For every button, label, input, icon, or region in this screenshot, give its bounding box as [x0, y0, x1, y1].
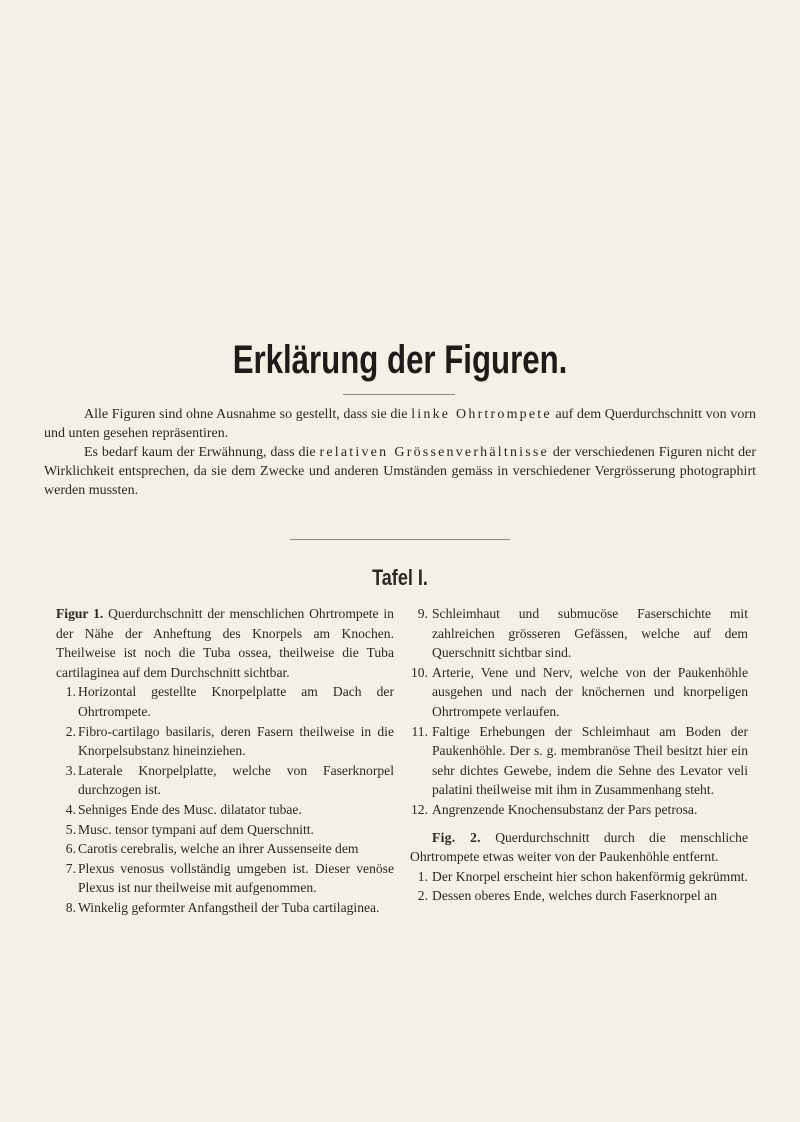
item-text: Laterale Knorpelplatte, welche von Faserknorpel durchzogen ist. [78, 762, 394, 798]
intro-p1-start: Alle Figuren sind ohne Ausnahme so gestellt, dass sie die [84, 407, 412, 422]
list-item [56, 800, 394, 820]
item-text: Carotis cerebralis, welche an ihrer Aussenseite dem [78, 841, 359, 857]
item-number: 9. [417, 606, 428, 621]
list-item [56, 682, 394, 721]
item-text: Faltige Erhebungen der Schleimhaut am Boden der Paukenhöhle. Der s. g. membranöse Theil besitzt hier ein sehr dichtes Gewebe, indem die Sehne des Levator veli palatini theilweise mit ihm in Zusammenhang steht. [432, 723, 748, 798]
list-item [56, 859, 394, 898]
item-text: Fibro-cartilago basilaris, deren Fasern theilweise in die Knorpelsubstanz hineinziehen. [78, 723, 394, 759]
item-number: 10. [411, 664, 428, 680]
item-text: Winkelig geformter Anfangstheil der Tuba cartilaginea. [78, 899, 380, 915]
item-text: Musc. tensor tympani auf dem Querschnitt. [78, 821, 314, 837]
item-number: 6. [65, 841, 76, 857]
item-text: Der Knorpel erscheint hier schon hakenförmig gekrümmt. [432, 868, 748, 884]
title-divider [343, 394, 455, 395]
list-item [410, 886, 748, 906]
intro-p2-start: Es bedarf kaum der Erwähnung, dass die [84, 445, 320, 460]
fig2-label: Fig. 2. [432, 829, 481, 845]
item-text: Arterie, Vene und Nerv, welche von der Paukenhöhle ausgehen und nach der knöchernen und knorpeligen Ohrtrompete verlaufen. [432, 664, 748, 719]
intro-paragraph-2 [44, 443, 756, 500]
list-item [56, 839, 394, 859]
item-text: Plexus venosus vollständig umgeben ist. Dieser venöse Plexus ist nur theilweise mit aufgenommen. [78, 860, 394, 896]
intro-p1-end: auf dem Querdurchschnitt von vorn und unten gesehen repräsentiren. [44, 407, 756, 441]
page-title: Erklärung der Figuren. [232, 338, 568, 382]
fig1-label: Figur 1. [56, 606, 104, 621]
list-item [410, 604, 748, 663]
list-item [410, 722, 748, 800]
intro-text [44, 405, 756, 500]
item-text: Angrenzende Knochensubstanz der Pars petrosa. [432, 801, 698, 817]
list-item [56, 898, 394, 918]
item-text: Sehniges Ende des Musc. dilatator tubae. [78, 801, 302, 817]
item-text: Dessen oberes Ende, welches durch Faserknorpel an [432, 888, 717, 904]
item-text: Schleimhaut und submucöse Faserschichte mit zahlreichen grösseren Gefässen, welche auf dem Querschnitt sichtbar sind. [432, 606, 748, 661]
fig2-caption [410, 828, 748, 867]
intro-p1-emphasis: linke Ohrtrompete [411, 407, 552, 422]
item-number: 1. [65, 684, 76, 700]
list-item [410, 800, 748, 820]
item-number: 7. [65, 860, 76, 876]
fig2-description: Querdurchschnitt durch die menschliche Ohrtrompete etwas weiter von der Paukenhöhle entfernt. [410, 829, 748, 865]
item-number: 11. [411, 723, 428, 739]
plate-heading: Tafel I. [372, 565, 428, 590]
list-item [56, 820, 394, 840]
item-number: 2. [417, 888, 428, 904]
fig1-caption [56, 604, 394, 682]
item-number: 1. [417, 868, 428, 884]
list-item [56, 761, 394, 800]
list-item [410, 663, 748, 722]
left-column [56, 604, 394, 918]
item-number: 8. [65, 899, 76, 915]
item-number: 12. [411, 801, 428, 817]
item-number: 4. [65, 801, 76, 817]
item-number: 5. [65, 821, 76, 837]
intro-p2-emphasis: relativen Grössenverhältnisse [319, 445, 549, 460]
item-number: 2. [65, 723, 76, 739]
item-text: Horizontal gestellte Knorpelplatte am Dach der Ohrtrompete. [78, 684, 394, 719]
intro-p2-end: der verschiedenen Figuren nicht der Wirklichkeit entsprechen, da sie dem Zwecke und anderen Umständen gemäss in verschiedener Vergrösserung photographirt werden mussten. [44, 445, 757, 498]
fig1-description: Querdurchschnitt der menschlichen Ohrtrompete in der Nähe der Anheftung des Knorpels am Knochen. Theilweise ist noch die Tuba ossea, theilweise die Tuba cartilaginea auf dem Durchschnitt sichtbar. [56, 606, 394, 680]
intro-paragraph-1 [44, 405, 756, 443]
right-column [410, 604, 748, 906]
list-item [56, 722, 394, 761]
section-divider [290, 539, 510, 540]
list-item [410, 867, 748, 887]
item-number: 3. [65, 762, 76, 778]
